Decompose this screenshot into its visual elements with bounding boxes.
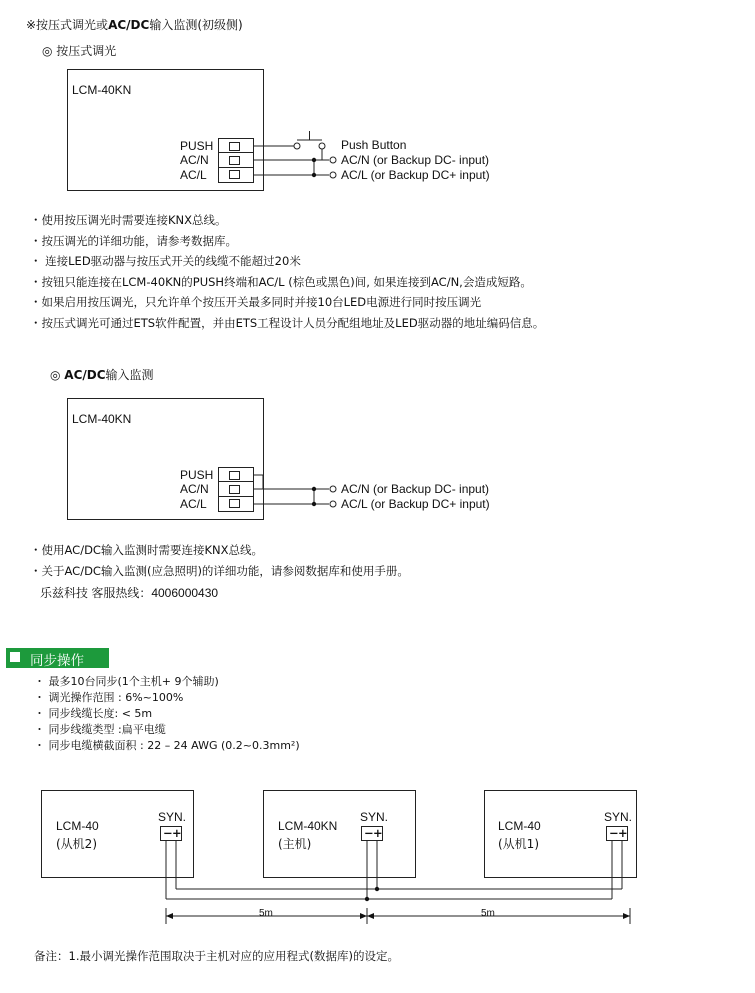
list-item: ・ 同步线缆长度: < 5m [34, 707, 153, 720]
acdc-term-push: PUSH [180, 468, 214, 482]
list-item: ・ 最多10台同步(1个主机+ 9个辅助) [34, 675, 219, 688]
header-title-prefix: ※按压式调光或 [26, 18, 109, 32]
push-term-push: PUSH [180, 139, 214, 153]
sync-unit-model: LCM-40KN [278, 819, 338, 833]
acdc-title-suffix: 输入监测 [105, 368, 154, 382]
distance-label-right: 5m [481, 908, 495, 919]
acdc-acn-label: AC/N (or Backup DC- input) [341, 482, 490, 496]
sync-unit-box-2 [264, 791, 416, 878]
acdc-terminal-block [219, 468, 254, 512]
sync-section-title: 同步操作 [30, 653, 84, 669]
header-title-suffix: 输入监测(初级侧) [149, 18, 243, 32]
sync-note: 备注：1.最小调光操作范围取决于主机对应的应用程式(数据库)的设定。 [34, 949, 399, 963]
acdc-title-bold: AC/DC [64, 368, 106, 382]
distance-label-left: 5m [259, 908, 273, 919]
sync-unit-model: LCM-40 [56, 819, 99, 833]
acdc-model-label: LCM-40KN [72, 412, 132, 426]
acdc-bullets [30, 540, 409, 581]
push-model-label: LCM-40KN [72, 83, 132, 97]
list-item: ・按压调光的详细功能，请参考数据库。 [30, 233, 237, 248]
header-title-bold: AC/DC [108, 18, 150, 32]
push-button-label: Push Button [341, 138, 407, 152]
sync-section-bar [6, 648, 109, 668]
list-item: ・使用AC/DC输入监测时需要连接KNX总线。 [30, 543, 263, 557]
push-terminal-block [219, 139, 254, 183]
acdc-term-acn: AC/N [180, 482, 209, 496]
sync-spec-list [34, 674, 300, 754]
sync-terminal-plus: + [172, 826, 182, 840]
list-item: ・按钮只能连接在LCM-40KN的PUSH终端和AC/L (棕色或黑色)间, 如果连接到AC/N,会造成短路。 [30, 274, 532, 289]
sync-unit-syn: SYN. [158, 810, 187, 824]
sync-unit-syn: SYN. [604, 810, 633, 824]
sync-unit-role: (从机2) [56, 837, 97, 851]
list-item: ・ 同步线缆类型 :扁平电缆 [34, 723, 166, 736]
list-item: ・ 连接LED驱动器与按压式开关的线缆不能超过20米 [30, 254, 301, 268]
list-item: ・关于AC/DC输入监测(应急照明)的详细功能，请参阅数据库和使用手册。 [30, 563, 409, 578]
push-acl-label: AC/L (or Backup DC+ input) [341, 168, 490, 182]
list-item: ・ 调光操作范围 : 6%~100% [34, 691, 184, 704]
sync-unit-syn: SYN. [360, 810, 389, 824]
push-acn-label: AC/N (or Backup DC- input) [341, 153, 490, 167]
acdc-acl-label: AC/L (or Backup DC+ input) [341, 497, 490, 511]
push-term-acn: AC/N [180, 153, 209, 167]
sync-terminal-plus: + [373, 826, 383, 840]
service-hotline: 乐兹科技 客服热线：4006000430 [40, 586, 219, 600]
list-item: ・ 同步电缆横截面积 : 22 – 24 AWG (0.2~0.3mm²) [34, 739, 300, 752]
sync-terminal-minus: − [364, 826, 374, 840]
acdc-section-title [50, 366, 154, 383]
list-item: ・如果启用按压调光，只允许单个按压开关最多同时并接10台LED电源进行同时按压调光 [30, 295, 482, 309]
sync-unit-role: (从机1) [498, 837, 539, 851]
sync-unit-model: LCM-40 [498, 819, 541, 833]
list-item: ・使用按压调光时需要连接KNX总线。 [30, 213, 227, 227]
push-section-title: ◎ 按压式调光 [42, 44, 117, 58]
sync-terminal-plus: + [618, 826, 628, 840]
section-square-icon [10, 652, 20, 662]
list-item: ・按压式调光可通过ETS软件配置，并由ETS工程设计人员分配组地址及LED驱动器的地址编码信息。 [30, 315, 545, 330]
sync-terminal-minus: − [163, 826, 173, 840]
push-bullets [30, 210, 544, 333]
acdc-title-prefix: ◎ [50, 368, 65, 382]
sync-unit-role: (主机) [278, 837, 312, 851]
push-term-acl: AC/L [180, 168, 207, 182]
sync-terminal-minus: − [609, 826, 619, 840]
acdc-term-acl: AC/L [180, 497, 207, 511]
